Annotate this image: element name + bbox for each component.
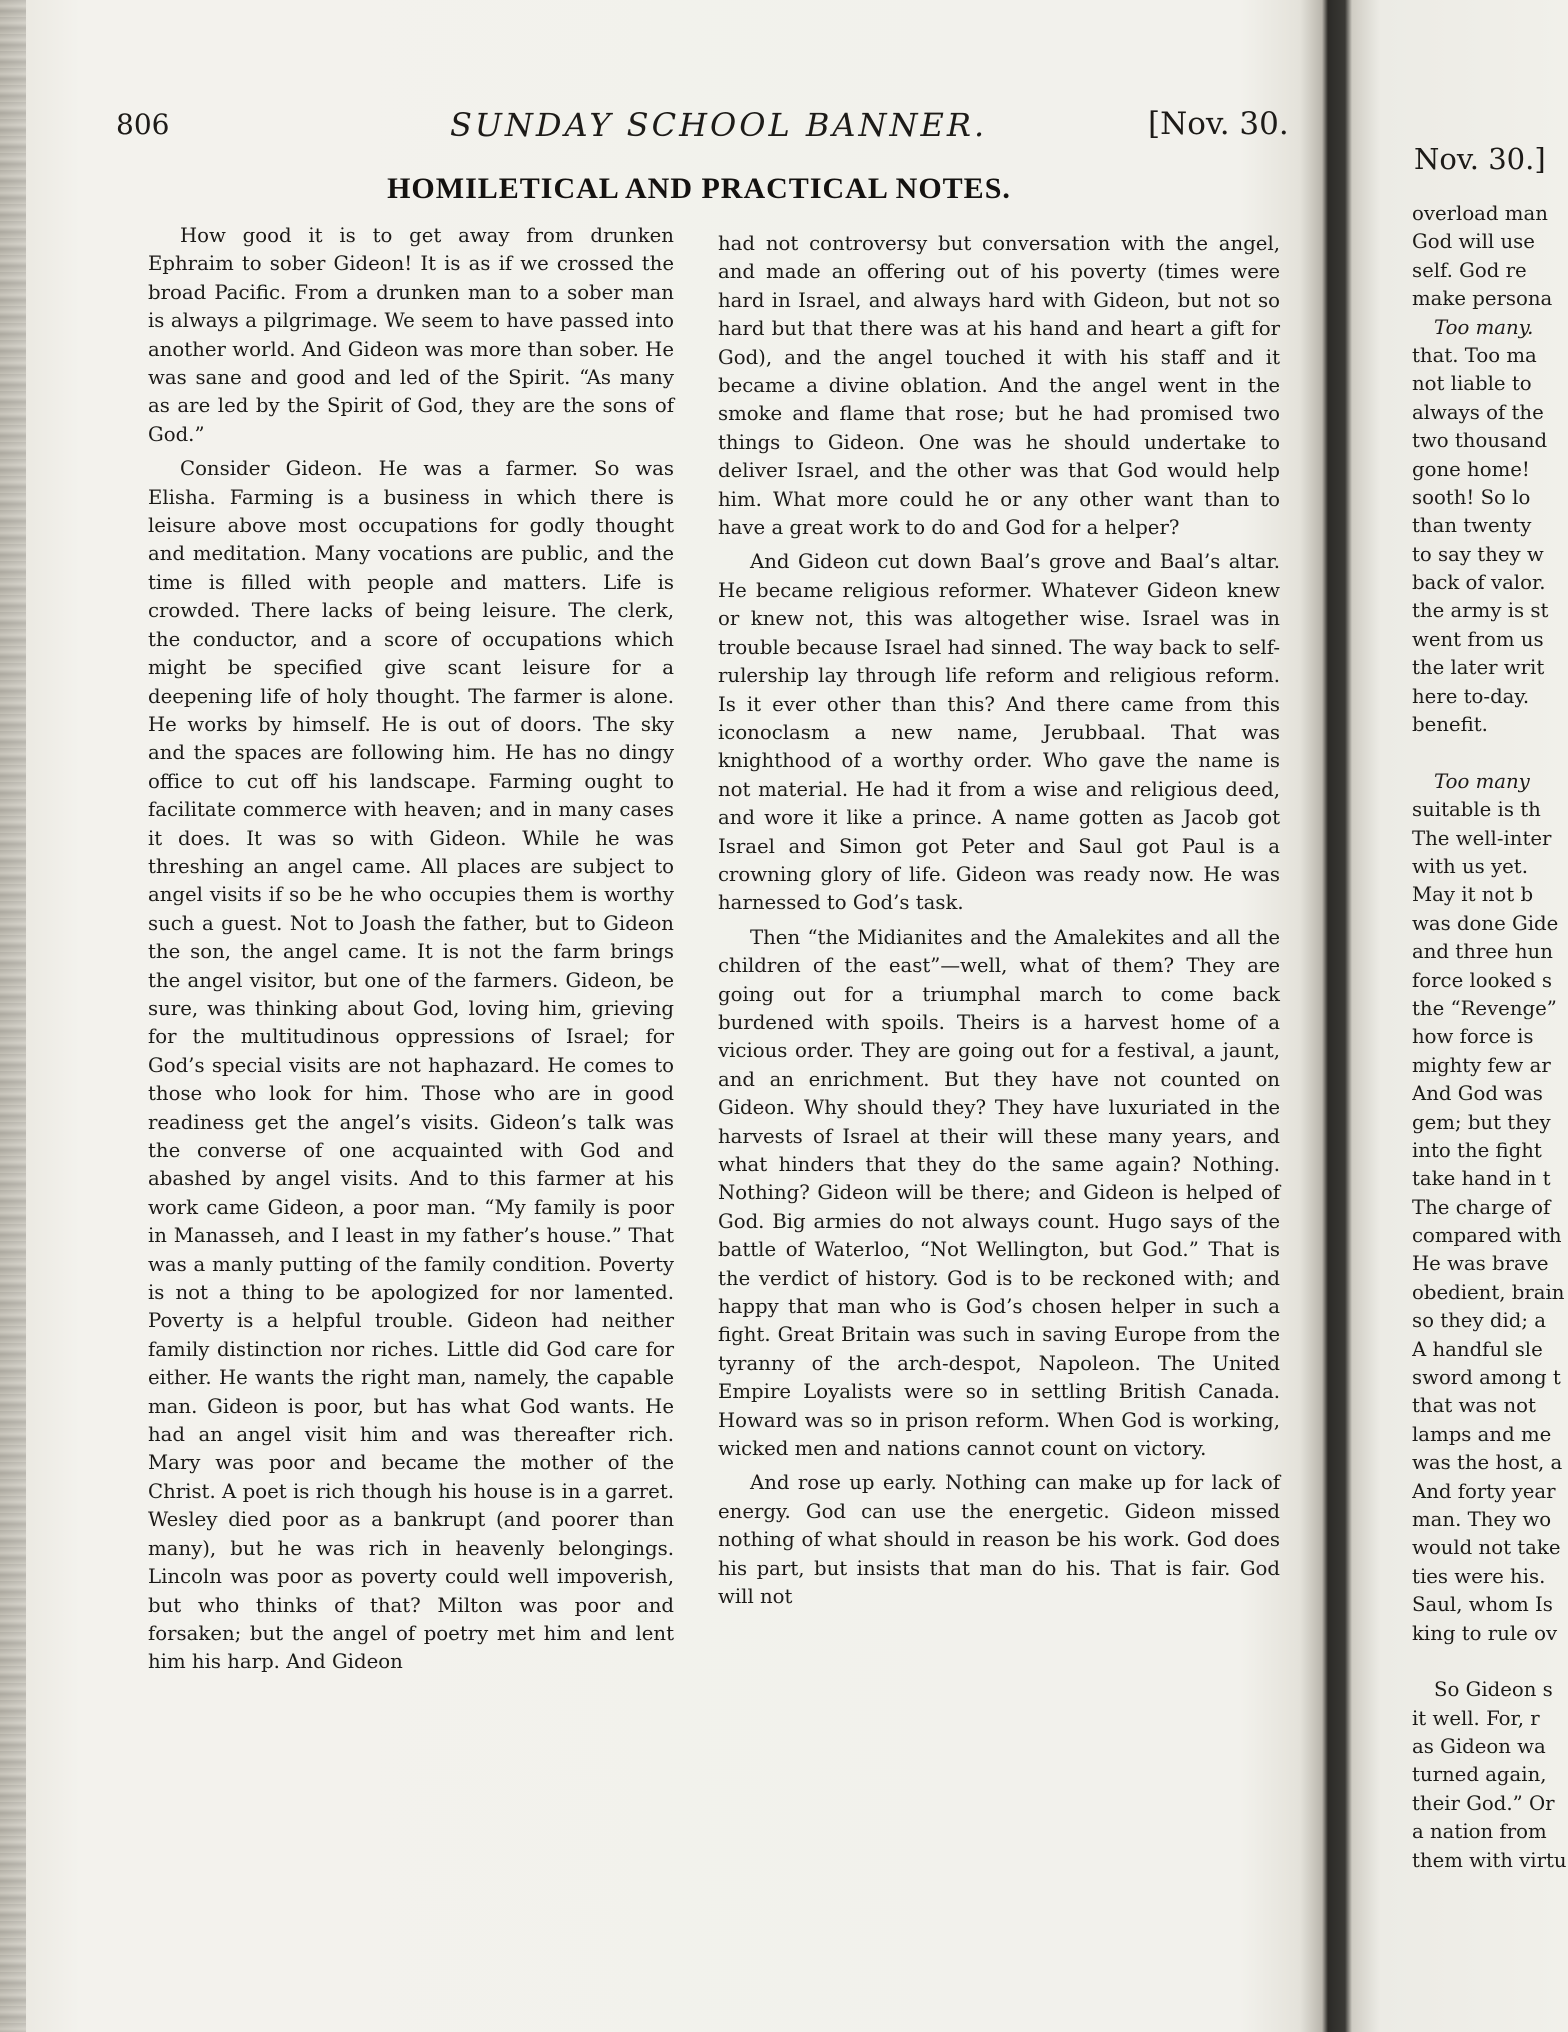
right-text-line: compared with	[1412, 1224, 1562, 1248]
running-date: [Nov. 30.	[1148, 106, 1289, 142]
right-text-line: force looked s	[1412, 968, 1553, 992]
right-text-line: as Gideon wa	[1412, 1735, 1546, 1759]
right-text-line: how force is	[1412, 1025, 1534, 1049]
right-text-line: with us yet.	[1412, 854, 1528, 878]
paragraph: Consider Gideon. He was a farmer. So was Elisha. Farming is a business in which there is leisure above most occupations for godly thought and meditation. Many vocations are public, and the time is filled with people and matters. Life is crowded. There lacks of being leisure. The clerk, the conductor, and a score of occupations which might be specified give scant leisure for a deepening life of holy thought. The farmer is alone. He works by himself. He is out of doors. The sky and the spaces are following him. He has no dingy office to cut off his landscape. Farming ought to facilitate commerce with heaven; and in many cases it does. It was so with Gideon. While he was threshing an angel came. All places are subject to angel visits if so be he who occupies them is worthy such a guest. Not to Joash the father, but to Gideon the son, the angel came. It is not the farm brings the angel visitor, but one of the farmers. Gideon, be sure, was thinking about God, loving him, grieving for the multitudinous oppressions of Israel; for God’s special visits are not haphazard. He comes to those who look for him. Those who are in good readiness get the angel’s visits. Gideon’s talk was the converse of one acquainted with God and abashed by angel visits. And to this farmer at his work came Gideon, a poor man. “My family is poor in Manasseh, and I least in my father’s house.” That was a manly putting of the family condition. Poverty is not a thing to be apologized for nor lamented. Poverty is a helpful trouble. Gideon had neither family distinction nor riches. Little did God care for either. He wants the right man, namely, the capable man. Gideon is poor, but has what God wants. He had an angel visit him and was thereafter rich. Mary was poor and became the mother of the Christ. A poet is rich though his house is in a garret. Wesley died poor as a bankrupt (and poorer than many), but he was rich in heavenly belongings. Lincoln was poor as poverty could well impoverish, but who thinks of that? Milton was poor and forsaken; but the angel of poetry met him and lent him his harp. And Gideon	[148, 457, 674, 1674]
text-column-2	[718, 230, 1280, 1612]
right-text-line: And God was	[1412, 1082, 1543, 1106]
right-text-line: back of valor.	[1412, 571, 1546, 595]
right-text-line: ties were his.	[1412, 1564, 1546, 1588]
right-text-line: Too many.	[1434, 315, 1534, 339]
right-text-line	[1412, 1648, 1568, 1676]
right-text-line: suitable is th	[1412, 798, 1541, 822]
right-text-line: king to rule ov	[1412, 1621, 1558, 1645]
right-text-line: into the fight	[1412, 1138, 1542, 1162]
right-text-line: Saul, whom Is	[1412, 1593, 1553, 1617]
right-text-line: them with virtu	[1412, 1848, 1567, 1872]
right-text-line: self. God re	[1412, 258, 1527, 282]
right-text-line: take hand in t	[1412, 1167, 1551, 1191]
right-text-line: sooth! So lo	[1412, 485, 1531, 509]
paragraph: How good it is to get away from drunken Ephraim to sober Gideon! It is as if we crossed the broad Pacific. From a drunken man to a sober man is always a pilgrimage. We seem to have passed into another world. And Gideon was more than sober. He was sane and good and led of the Spirit. “As many as are led by the Spirit of God, they are the sons of God.”	[148, 224, 674, 446]
right-text-line: that. Too ma	[1412, 343, 1537, 367]
paragraph: And rose up early. Nothing can make up for lack of energy. God can use the energetic. Gideon missed nothing of what should in reason be his work. God does his part, but insists that man do his. That is fair. God will not	[718, 1471, 1280, 1609]
right-text-line: May it not b	[1412, 883, 1534, 907]
right-text-line: the army is st	[1412, 599, 1549, 623]
section-title: HOMILETICAL AND PRACTICAL NOTES.	[387, 172, 1011, 205]
right-text-line: to say they w	[1412, 542, 1544, 566]
right-text-line: God will use	[1412, 230, 1535, 254]
right-text-line: obedient, brain	[1412, 1280, 1565, 1304]
right-text-line: The well-inter	[1412, 826, 1552, 850]
right-text-line: not liable to	[1412, 372, 1532, 396]
right-text-line: a nation from	[1412, 1820, 1547, 1844]
right-text-line: He was brave	[1412, 1252, 1549, 1276]
right-text-line: mighty few ar	[1412, 1053, 1551, 1077]
page-number: 806	[116, 108, 170, 141]
right-text-line: and three hun	[1412, 940, 1553, 964]
right-running-date: Nov. 30.]	[1414, 142, 1546, 176]
paragraph: And Gideon cut down Baal’s grove and Baal’s altar. He became religious reformer. Whatever Gideon knew or knew not, this was altogether wise. Israel was in trouble because Israel had sinned. The way back to self-rulership lay through life reform and religious reform. Is it ever other than this? And there came from this iconoclasm a new name, Jerubbaal. That was knighthood of a worthy order. Who gave the name is not material. He had it from a wise and religious deed, and wore it like a prince. A name gotten as Jacob got Israel and Simon got Peter and Saul got Paul is a crowning glory of life. Gideon was ready now. He was harnessed to God’s task.	[718, 550, 1280, 915]
right-text-line: gone home!	[1412, 457, 1530, 481]
right-text-line: gem; but they	[1412, 1110, 1551, 1134]
right-text-line: was done Gide	[1412, 911, 1559, 935]
right-text-line: always of the	[1412, 400, 1544, 424]
right-text-line: two thousand	[1412, 429, 1548, 453]
right-text-line: The charge of	[1412, 1195, 1551, 1219]
right-text-line: went from us	[1412, 627, 1544, 651]
right-text-line: So Gideon s	[1434, 1678, 1553, 1702]
right-text-line: that was not	[1412, 1394, 1536, 1418]
paragraph: Then “the Midianites and the Amalekites and all the children of the east”—well, what of them? They are going out for a triumphal march to come back burdened with spoils. Theirs is a harvest home of a vicious order. They are going out for a festival, a jaunt, and an enrichment. But they have not counted on Gideon. Why should they? They have luxuriated in the harvests of Israel at their will these many years, and what hinders that they do the same again? Nothing. Nothing? Gideon will be there; and Gideon is helped of God. Big armies do not always count. Hugo says of the battle of Waterloo, “Not Wellington, but God.” That is the verdict of history. God is to be reckoned with; and happy that man who is God’s chosen helper in such a fight. Great Britain was such in saving Europe from the tyranny of the arch-despot, Napoleon. The United Empire Loyalists were so in settling British Canada. Howard was so in prison reform. When God is working, wicked men and nations cannot count on victory.	[718, 925, 1280, 1461]
right-text-line	[1412, 739, 1568, 767]
right-text-line: would not take	[1412, 1536, 1561, 1560]
right-page	[1352, 0, 1568, 2032]
right-text-line: And forty year	[1412, 1479, 1556, 1503]
right-text-line: their God.” Or	[1412, 1791, 1555, 1815]
right-page-text	[1412, 200, 1568, 1875]
text-column-1	[148, 222, 674, 1677]
right-text-line: here to-day.	[1412, 684, 1530, 708]
right-text-line: than twenty	[1412, 514, 1532, 538]
right-text-line: make persona	[1412, 287, 1553, 311]
right-text-line: lamps and me	[1412, 1422, 1552, 1446]
right-text-line: sword among t	[1412, 1366, 1561, 1390]
right-text-line: turned again,	[1412, 1763, 1547, 1787]
right-text-line: Too many	[1434, 769, 1530, 793]
right-text-line: benefit.	[1412, 713, 1488, 737]
running-title: SUNDAY SCHOOL BANNER.	[450, 106, 988, 144]
paragraph: had not controversy but conversation with the angel, and made an offering out of his poverty (times were hard in Israel, and always hard with Gideon, but not so hard but that there was at his hand and heart a gift for God), and the angel touched it with his staff and it became a divine oblation. And the angel went in the smoke and flame that rose; but he had promised two things to Gideon. One was he should undertake to deliver Israel, and the other was that God would help him. What more could he or any other want than to have a great work to do and God for a helper?	[718, 232, 1280, 540]
right-text-line: the later writ	[1412, 656, 1545, 680]
right-text-line: A handful sle	[1412, 1337, 1543, 1361]
right-text-line: the “Revenge”	[1412, 996, 1557, 1020]
right-text-line: overload man	[1412, 202, 1548, 225]
right-text-line: it well. For, r	[1412, 1706, 1540, 1730]
right-text-line: was the host, a	[1412, 1451, 1563, 1475]
right-text-line: man. They wo	[1412, 1507, 1552, 1531]
right-text-line: so they did; a	[1412, 1309, 1546, 1333]
